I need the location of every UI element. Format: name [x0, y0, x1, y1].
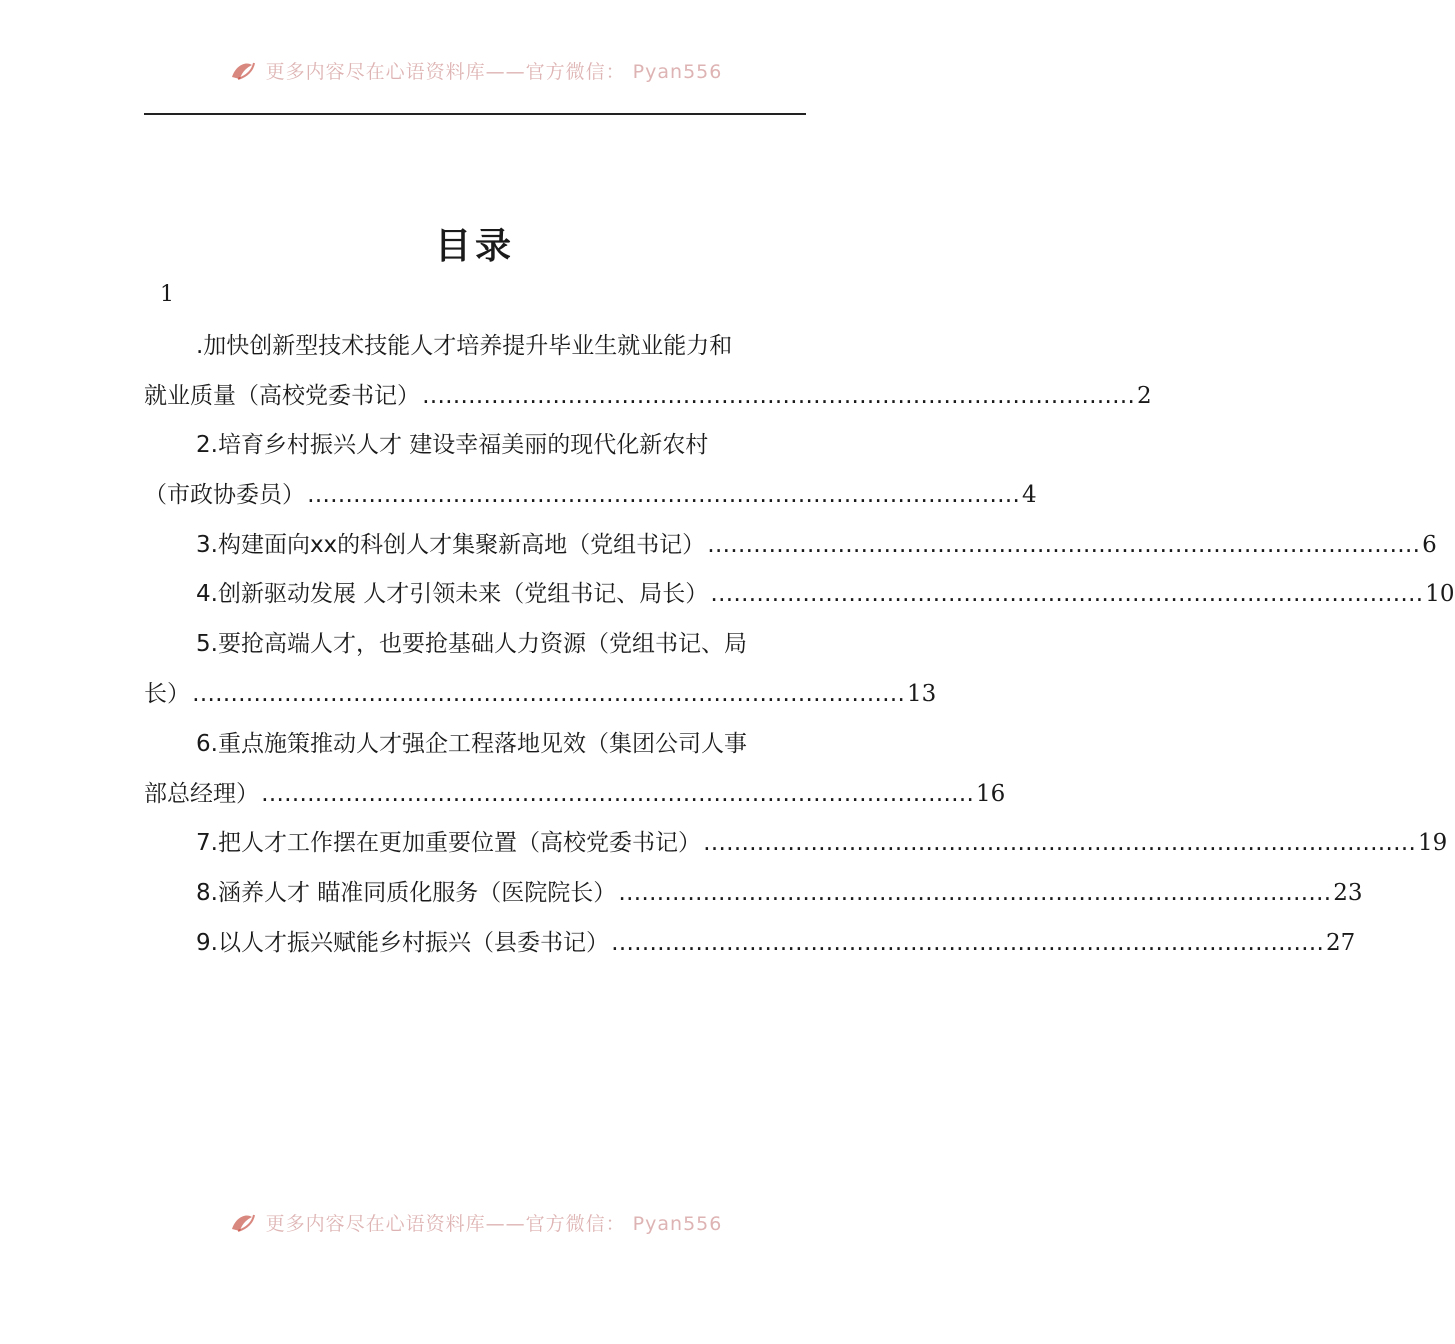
toc-leader-dots: …………………………………………………………………………………: [702, 830, 1416, 856]
toc-entry-5-page: 13: [907, 681, 937, 707]
toc-entry-1-label: 就业质量（高校党委书记）: [144, 383, 420, 409]
toc-entry-7-page: 19: [1417, 830, 1448, 856]
toc-leader-dots: …………………………………………………………………………………: [710, 581, 1424, 607]
toc-entry-5-line2: [144, 676, 937, 712]
toc-entry-5-line1: 5.要抢高端人才，也要抢基础人力资源（党组书记、局: [196, 631, 747, 657]
toc-entry-2-label: （市政协委员）: [144, 482, 305, 508]
toc-leading-number: 1: [160, 282, 174, 307]
toc-entry-6-line1: 6.重点施策推动人才强企工程落地见效（集团公司人事: [196, 731, 747, 757]
toc-leader-dots: …………………………………………………………………………………: [422, 383, 1135, 409]
toc-entry-7-label: 7.把人才工作摆在更加重要位置（高校党委书记）: [196, 830, 701, 856]
toc-entry-4-label: 4.创新驱动发展 人才引领未来（党组书记、局长）: [196, 581, 709, 607]
toc-entry-6-page: 16: [976, 781, 1006, 807]
footer-watermark: [0, 1207, 950, 1237]
toc-leader-dots: …………………………………………………………………………………: [192, 681, 905, 707]
toc-entry-1-line1: .加快创新型技术技能人才培养提升毕业生就业能力和: [196, 333, 733, 359]
toc-leader-dots: …………………………………………………………………………………: [307, 482, 1020, 508]
toc-entry-8-line: [196, 875, 1363, 911]
page-title: 目录: [434, 225, 515, 267]
toc-entry-3-label: 3.构建面向xx的科创人才集聚新高地（党组书记）: [196, 532, 706, 558]
toc-entry-9-page: 27: [1325, 930, 1356, 956]
toc-leader-dots: …………………………………………………………………………………: [707, 532, 1421, 558]
toc-entry-1-line2: [144, 378, 1152, 414]
header-watermark-text: 更多内容尽在心语资料库——官方微信： Pyan556: [265, 60, 723, 83]
toc-entry-1-page: 2: [1137, 383, 1152, 409]
toc-entry-2-page: 4: [1022, 482, 1037, 508]
toc-entry-6-line2: [144, 776, 1006, 812]
toc-entry-8-page: 23: [1333, 880, 1363, 906]
brand-logo-icon: [228, 1209, 258, 1235]
toc-leader-dots: …………………………………………………………………………………: [261, 781, 974, 807]
footer-watermark-text: 更多内容尽在心语资料库——官方微信： Pyan556: [265, 1212, 723, 1235]
toc-entry-9-label: 9.以人才振兴赋能乡村振兴（县委书记）: [196, 930, 609, 956]
toc-entry-5-label: 长）: [144, 681, 190, 707]
toc-entry-4-line: [196, 576, 1455, 612]
toc-entry-3-page: 6: [1422, 532, 1437, 558]
toc-entry-9-line: [196, 925, 1356, 961]
toc-entry-3-line: [196, 527, 1437, 563]
toc-leader-dots: …………………………………………………………………………………: [610, 930, 1324, 956]
toc-leader-dots: …………………………………………………………………………………: [618, 880, 1332, 906]
toc-entry-2-line2: [144, 477, 1037, 513]
toc-entry-8-label: 8.涵养人才 瞄准同质化服务（医院院长）: [196, 880, 617, 906]
toc-entry-4-page: 10: [1425, 581, 1455, 607]
toc-entry-7-line: [196, 825, 1448, 861]
toc-entry-6-label: 部总经理）: [144, 781, 259, 807]
toc-entry-2-line1: 2.培育乡村振兴人才 建设幸福美丽的现代化新农村: [196, 432, 709, 458]
